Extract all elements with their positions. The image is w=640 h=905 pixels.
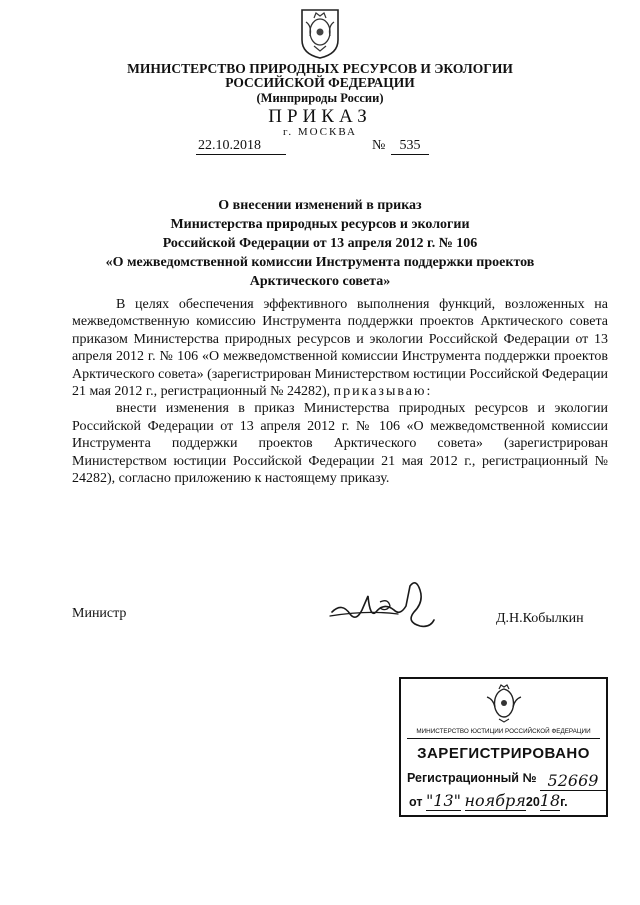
title-line: Арктического совета» (249, 274, 391, 289)
title-line: О внесении изменений в приказ (218, 198, 422, 213)
ministry-short-name: (Минприроды России) (256, 91, 384, 105)
ministry-name-line2: РОССИЙСКОЙ ФЕДЕРАЦИИ (225, 75, 415, 90)
order-word: приказываю: (333, 384, 433, 400)
stamp-year: 18 (539, 791, 561, 810)
stamp-month: ноября (464, 791, 526, 810)
stamp-day: "13" (425, 791, 462, 810)
stamp-year-suffix: г. (560, 795, 568, 809)
stamp-ministry-name: МИНИСТЕРСТВО ЮСТИЦИИ РОССИЙСКОЙ ФЕДЕРАЦИИ (416, 728, 591, 735)
order-number-label: № (372, 138, 386, 153)
order-title (80, 196, 560, 291)
body-paragraph-preamble (72, 296, 608, 400)
title-line: «О межведомственной комиссии Инструмента поддержки проектов (105, 255, 535, 270)
stamp-registration-line (407, 771, 599, 790)
stamp-reg-number: 52669 (540, 771, 606, 791)
preamble-text: В целях обеспечения эффективного выполнения функций, возложенных на межведомственную комиссию Инструмента поддержки проектов Арктического совета приказом Министерства природных ресурсов и экологии Российской Федерации от 13 апреля 2012 г. № 106 «О межведомственной комиссии Инструмента поддержки проектов Арктического совета» (зарегистрирован Министерством юстиции Российской Федерации 21 мая 2012 г., регистрационный № 24282), (72, 297, 608, 400)
stamp-date-line (409, 791, 568, 810)
coat-of-arms-emblem (298, 6, 342, 60)
stamp-year-prefix: 20 (525, 795, 540, 809)
stamp-reg-label: Регистрационный № (407, 771, 537, 785)
stamp-status: ЗАРЕГИСТРИРОВАНО (417, 745, 590, 762)
registration-stamp (399, 677, 608, 817)
order-date: 22.10.2018 (196, 138, 286, 155)
order-number: 535 (391, 138, 429, 155)
stamp-eagle-icon (485, 683, 523, 723)
handwritten-signature (328, 572, 438, 634)
stamp-date-prefix: от (409, 795, 423, 809)
title-line: Российской Федерации от 13 апреля 2012 г. № 106 (162, 236, 478, 251)
signer-position: Министр (72, 606, 127, 621)
document-type: ПРИКАЗ (268, 106, 372, 127)
city: г. МОСКВА (283, 126, 357, 138)
ministry-name-line1: МИНИСТЕРСТВО ПРИРОДНЫХ РЕСУРСОВ И ЭКОЛОГИИ (127, 61, 513, 76)
body-paragraph-decision: внести изменения в приказ Министерства природных ресурсов и экологии Российской Федерации от 13 апреля 2012 г. № 106 «О межведомственной комиссии Инструмента поддержки проектов Арктического совета» (зарегистрирован Министерством юстиции Российской Федерации 21 мая 2012 г., регистрационный № 24282), согласно приложению к настоящему приказу. (72, 401, 608, 487)
order-body (72, 296, 608, 487)
stamp-divider (407, 738, 600, 739)
title-line: Министерства природных ресурсов и экологии (170, 217, 470, 232)
signer-name: Д.Н.Кобылкин (496, 611, 584, 626)
